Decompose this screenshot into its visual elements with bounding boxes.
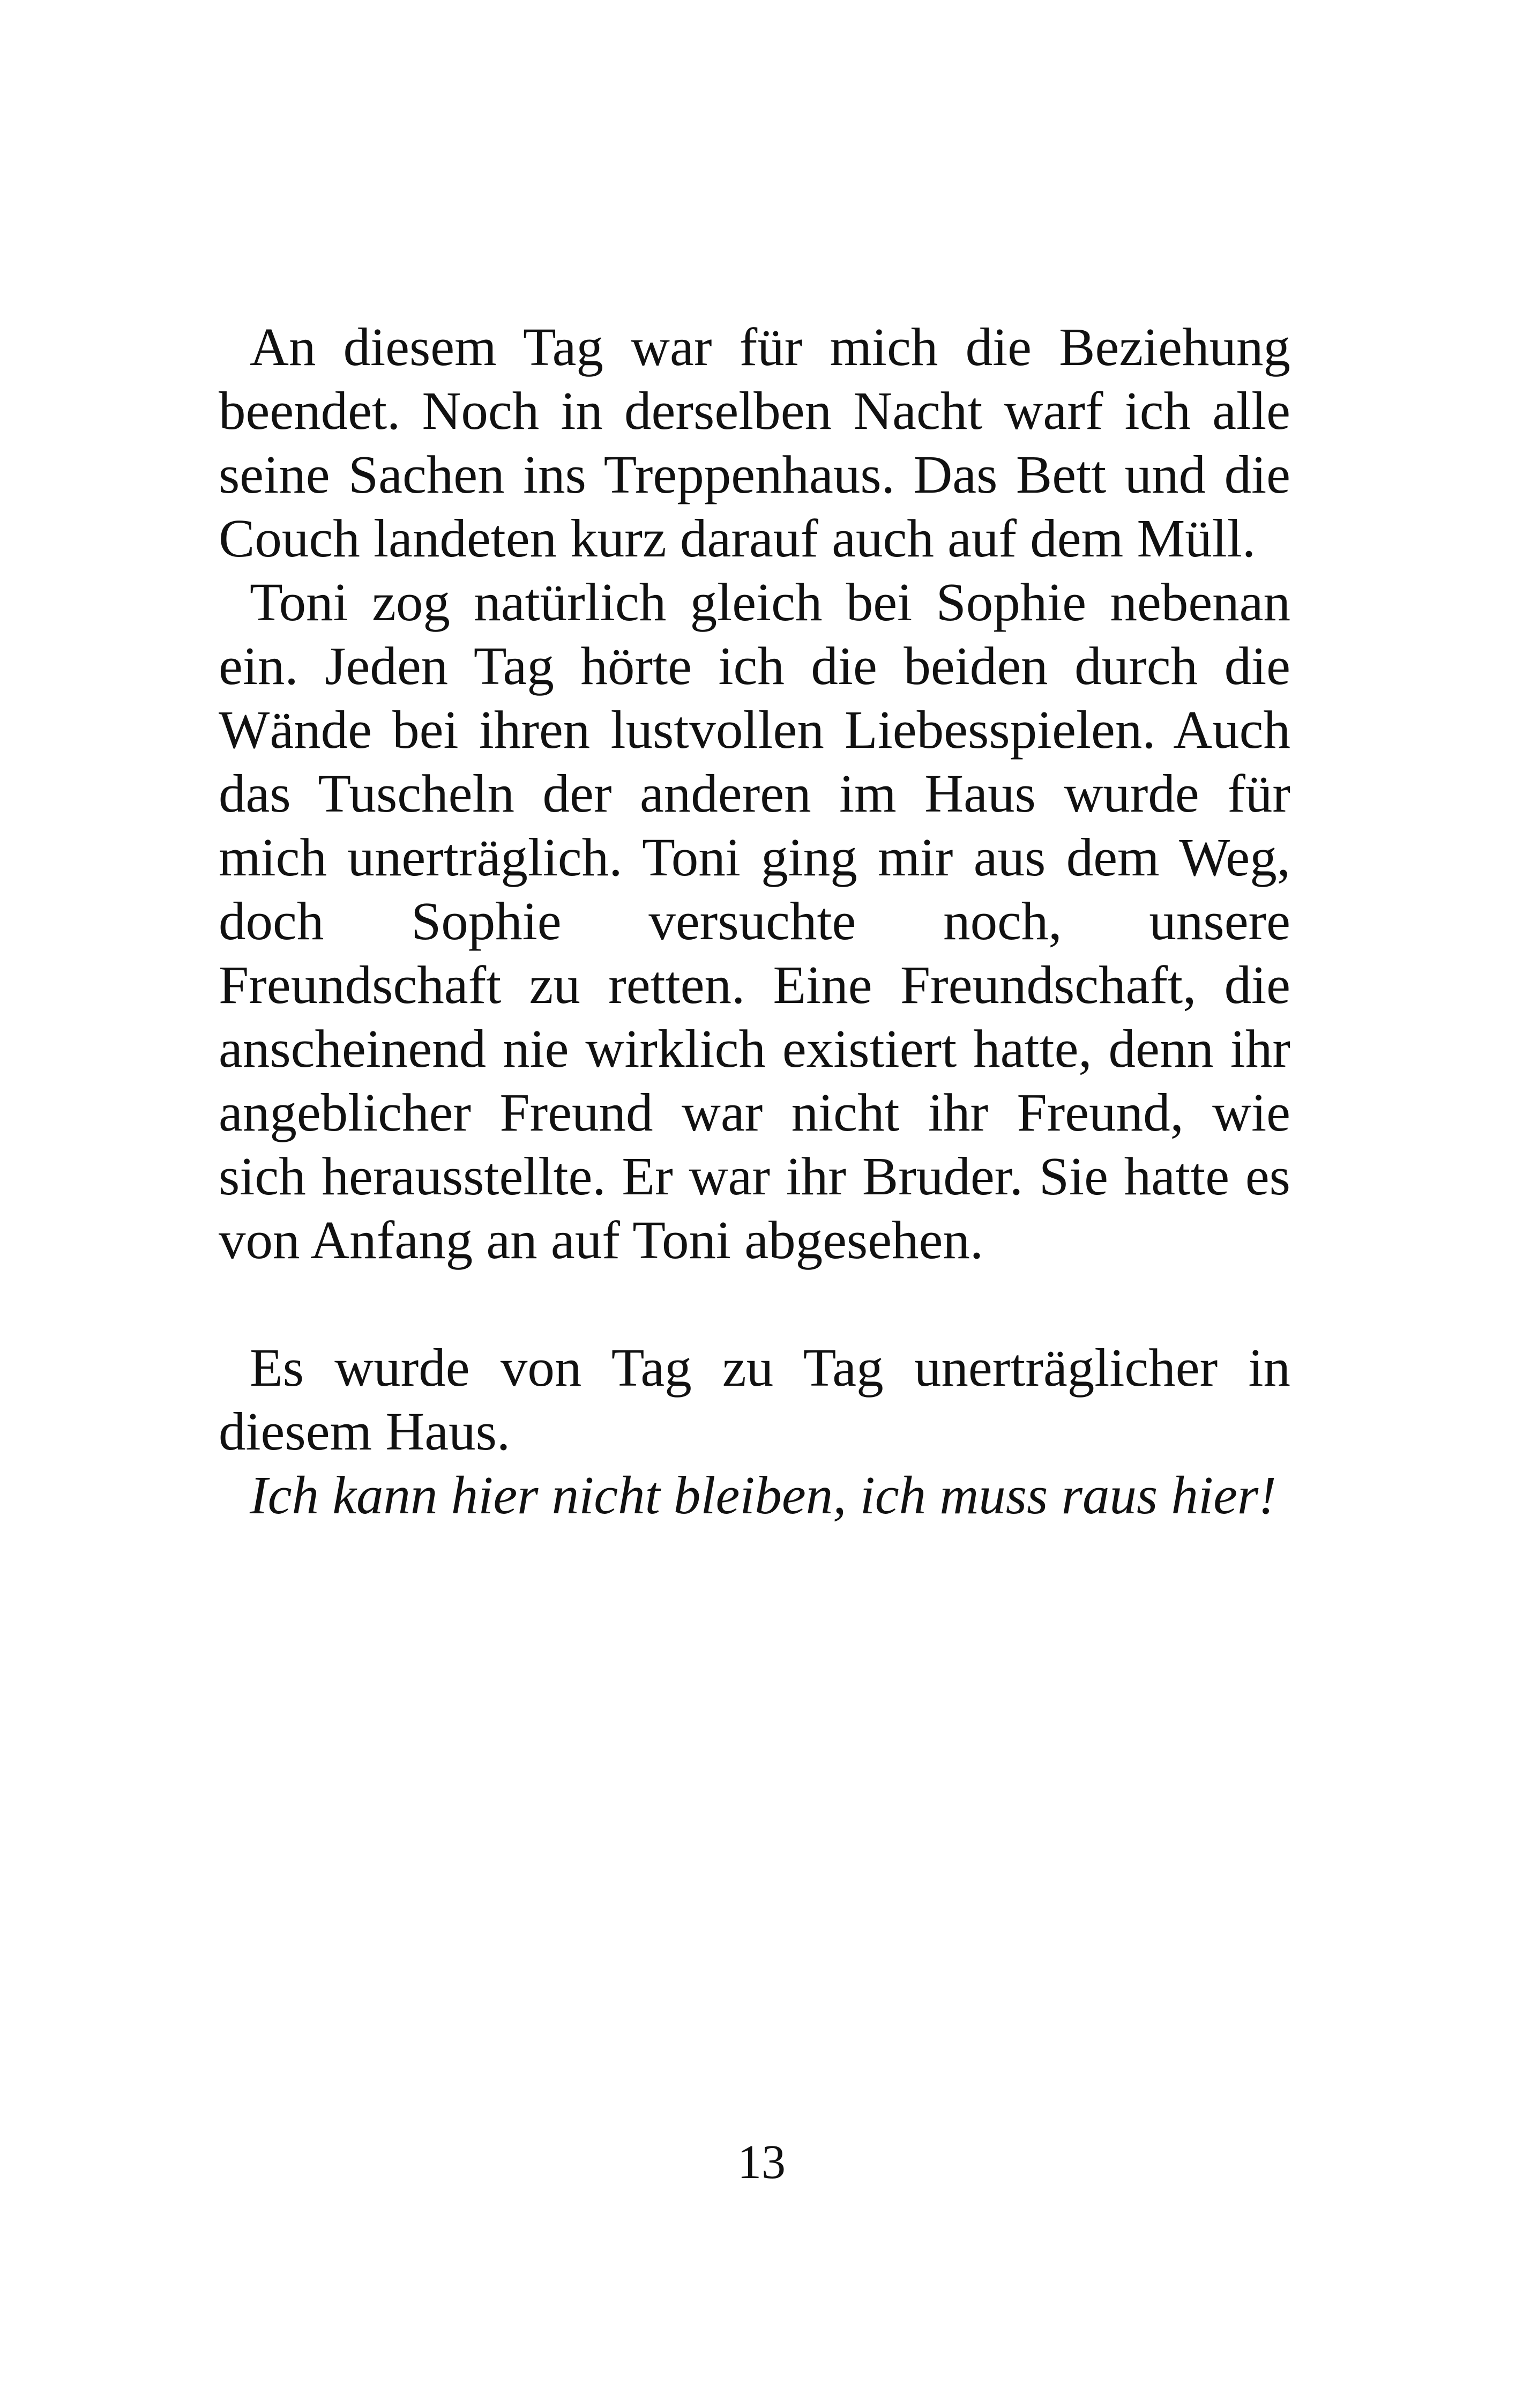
- paragraph-unbearable-house: Es wurde von Tag zu Tag unerträglicher in diesem Haus.: [219, 1337, 1290, 1461]
- paragraph-relationship-ended: An diesem Tag war für mich die Beziehung beendet. Noch in derselben Nacht warf ich alle seine Sachen ins Treppenhaus. Das Bett und die Couch landeten kurz darauf auch auf dem Müll.: [219, 317, 1290, 568]
- paragraph-toni-and-sophie: Toni zog natürlich gleich bei Sophie nebenan ein. Jeden Tag hörte ich die beiden durch die Wände bei ihren lustvollen Liebesspielen. Auch das Tuscheln der anderen im Haus wurde für mich unerträglich. Toni ging mir aus dem Weg, doch Sophie versuchte noch, unsere Freundschaft zu retten. Eine Freundschaft, die anscheinend nie wirklich existiert hatte, denn ihr angeblicher Freund war nicht ihr Freund, wie sich herausstellte. Er war ihr Bruder. Sie hatte es von Anfang an auf Toni abgesehen.: [219, 572, 1290, 1270]
- paragraph-inner-thought: Ich kann hier nicht bleiben, ich muss raus hier!: [250, 1465, 1276, 1525]
- page-number: 13: [737, 2136, 786, 2189]
- body-text: [219, 315, 1290, 1527]
